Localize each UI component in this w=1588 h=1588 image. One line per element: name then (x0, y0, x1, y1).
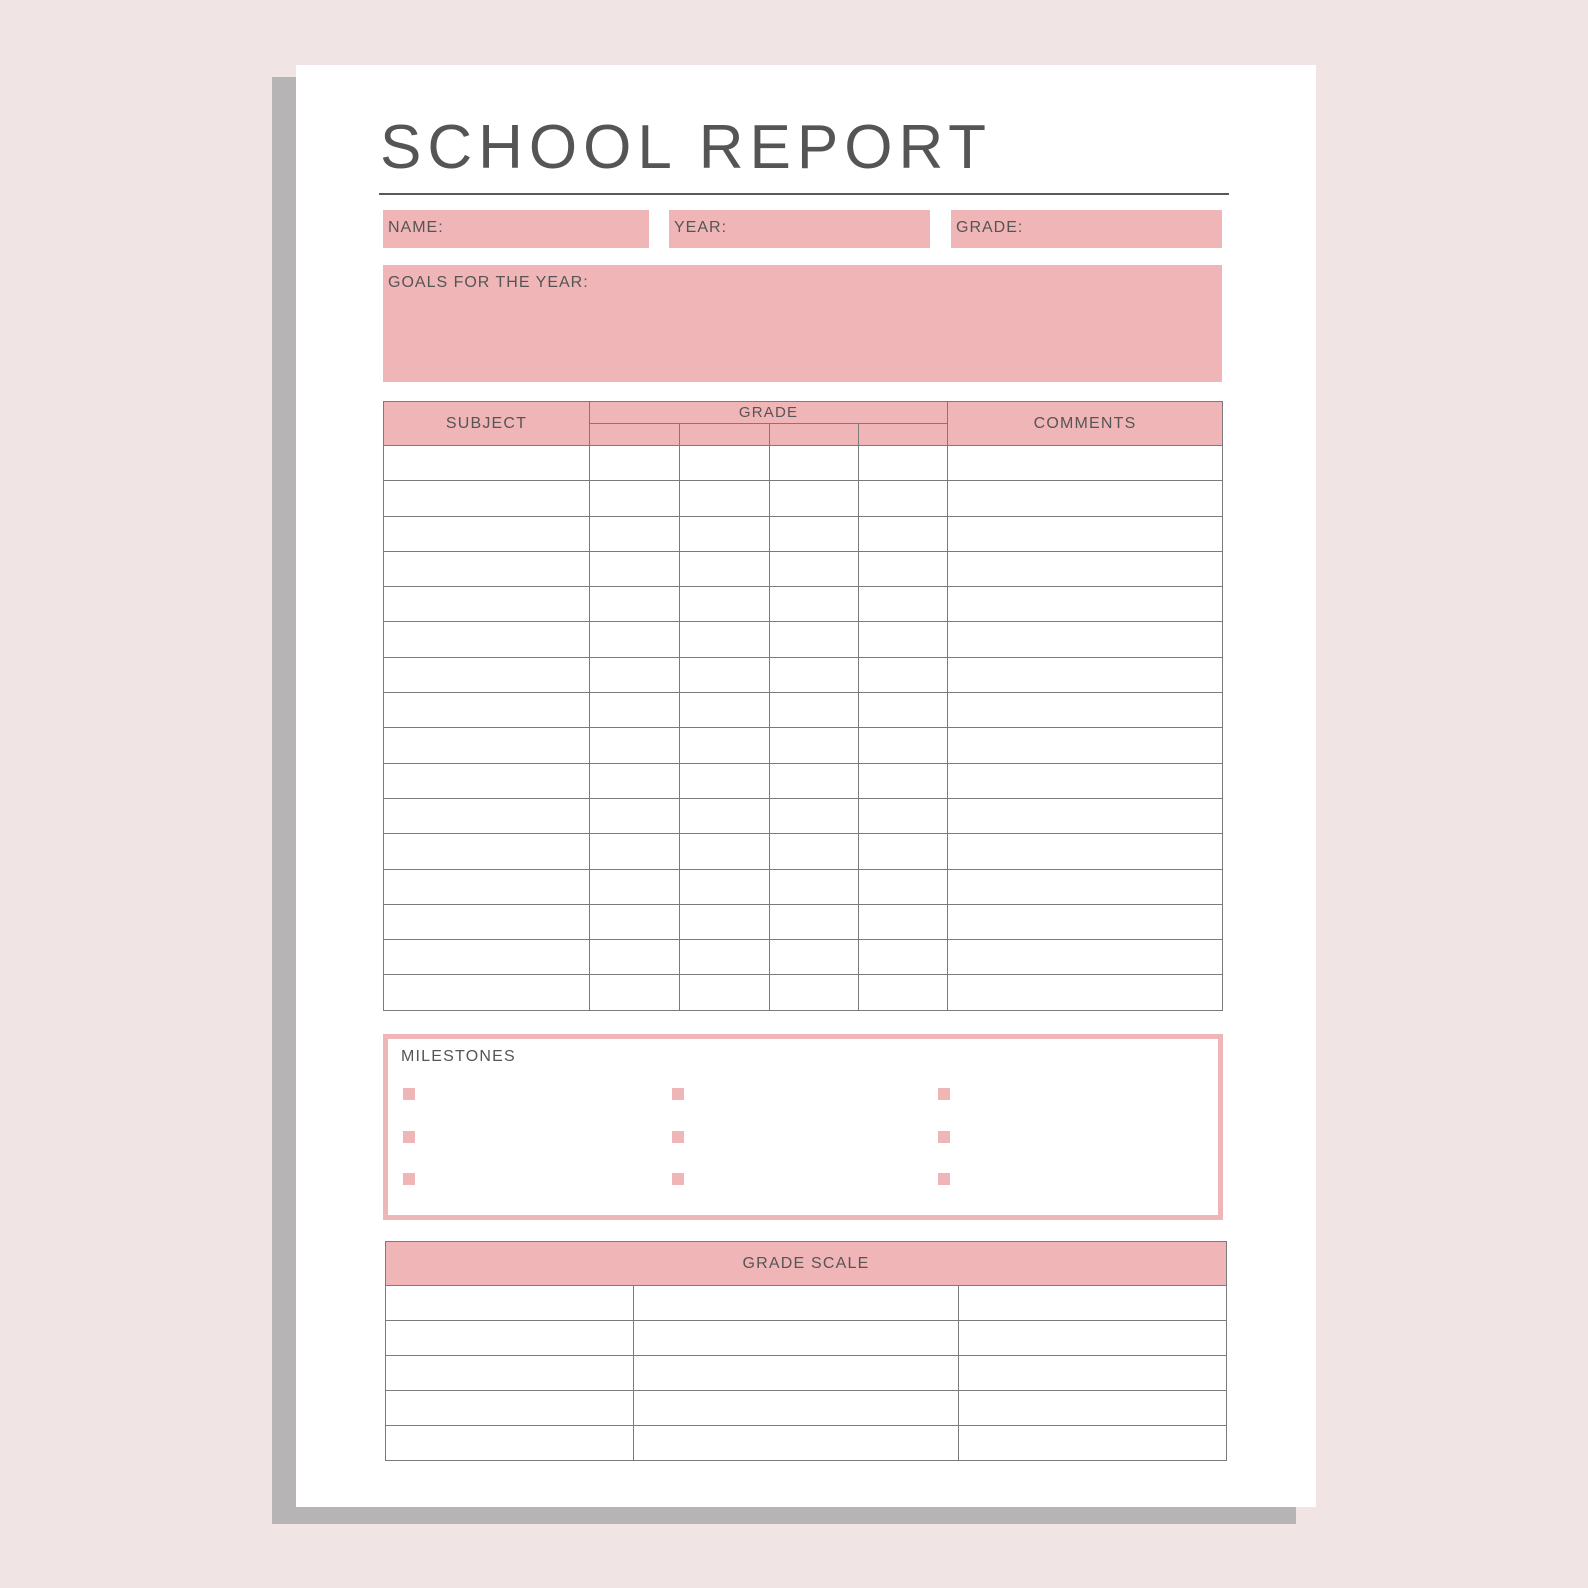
grade-subheader (859, 424, 948, 446)
page-title: SCHOOL REPORT (380, 113, 992, 182)
grade-cell[interactable] (590, 904, 680, 939)
grade-scale-cell[interactable] (634, 1356, 959, 1391)
comments-cell[interactable] (948, 763, 1223, 798)
grade-cell[interactable] (859, 516, 948, 551)
table-row (386, 1286, 1227, 1321)
grade-cell[interactable] (590, 975, 680, 1010)
grade-cell[interactable] (590, 798, 680, 833)
grade-cell[interactable] (770, 904, 859, 939)
subject-cell[interactable] (384, 693, 590, 728)
table-row (384, 834, 1223, 869)
milestone-bullet-icon[interactable] (672, 1088, 684, 1100)
table-row (384, 975, 1223, 1010)
grade-cell[interactable] (770, 587, 859, 622)
grade-cell[interactable] (590, 728, 680, 763)
grade-cell[interactable] (770, 693, 859, 728)
goals-field[interactable] (383, 265, 1222, 382)
table-row (384, 798, 1223, 833)
table-row (384, 693, 1223, 728)
grade-cell[interactable] (859, 657, 948, 692)
comments-cell[interactable] (948, 798, 1223, 833)
grade-cell[interactable] (770, 728, 859, 763)
table-row (386, 1391, 1227, 1426)
grade-cell[interactable] (590, 516, 680, 551)
grade-scale-cell[interactable] (386, 1426, 634, 1461)
grade-scale-cell[interactable] (959, 1391, 1227, 1426)
grade-cell[interactable] (680, 763, 770, 798)
grade-cell[interactable] (590, 693, 680, 728)
grade-cell[interactable] (859, 940, 948, 975)
grade-cell[interactable] (590, 657, 680, 692)
goals-label: GOALS FOR THE YEAR: (388, 274, 589, 291)
grade-scale-cell[interactable] (386, 1321, 634, 1356)
grade-cell[interactable] (770, 975, 859, 1010)
subject-cell[interactable] (384, 834, 590, 869)
subject-cell[interactable] (384, 763, 590, 798)
grade-scale-cell[interactable] (386, 1356, 634, 1391)
subject-cell[interactable] (384, 446, 590, 481)
table-row (384, 728, 1223, 763)
comments-cell[interactable] (948, 904, 1223, 939)
grade-cell[interactable] (770, 869, 859, 904)
grade-subheader (590, 424, 680, 446)
grade-cell[interactable] (770, 657, 859, 692)
milestone-bullet-icon[interactable] (938, 1173, 950, 1185)
grade-scale-cell[interactable] (959, 1286, 1227, 1321)
comments-cell[interactable] (948, 446, 1223, 481)
grade-cell[interactable] (770, 834, 859, 869)
grade-scale-cell[interactable] (634, 1321, 959, 1356)
milestone-bullet-icon[interactable] (403, 1173, 415, 1185)
grade-scale-header: GRADE SCALE (386, 1242, 1227, 1286)
grade-cell[interactable] (680, 693, 770, 728)
grade-cell[interactable] (680, 516, 770, 551)
grade-cell[interactable] (590, 940, 680, 975)
subject-cell[interactable] (384, 798, 590, 833)
grade-cell[interactable] (770, 940, 859, 975)
table-row (386, 1356, 1227, 1391)
grade-cell[interactable] (859, 693, 948, 728)
grade-cell[interactable] (770, 622, 859, 657)
subject-cell[interactable] (384, 587, 590, 622)
grade-scale-cell[interactable] (386, 1391, 634, 1426)
year-field[interactable] (669, 210, 930, 248)
grade-cell[interactable] (680, 481, 770, 516)
grade-cell[interactable] (680, 728, 770, 763)
grade-header: GRADE (590, 402, 948, 424)
subject-cell[interactable] (384, 622, 590, 657)
table-row (384, 446, 1223, 481)
grade-scale-cell[interactable] (634, 1426, 959, 1461)
name-field[interactable] (383, 210, 649, 248)
report-page (296, 65, 1316, 1507)
grade-scale-table (385, 1241, 1227, 1461)
name-label: NAME: (388, 219, 444, 236)
grade-scale-cell[interactable] (959, 1321, 1227, 1356)
milestones-box (383, 1034, 1223, 1220)
grades-table (383, 401, 1223, 1011)
table-row (384, 763, 1223, 798)
subject-cell[interactable] (384, 728, 590, 763)
grade-cell[interactable] (590, 869, 680, 904)
comments-cell[interactable] (948, 481, 1223, 516)
grade-scale-cell[interactable] (959, 1426, 1227, 1461)
grade-cell[interactable] (680, 834, 770, 869)
grade-cell[interactable] (590, 763, 680, 798)
milestone-bullet-icon[interactable] (672, 1131, 684, 1143)
comments-cell[interactable] (948, 587, 1223, 622)
table-row (384, 622, 1223, 657)
grade-cell[interactable] (680, 975, 770, 1010)
subject-cell[interactable] (384, 657, 590, 692)
table-row (386, 1426, 1227, 1461)
grade-label: GRADE: (956, 219, 1024, 236)
subject-cell[interactable] (384, 481, 590, 516)
grade-scale-cell[interactable] (634, 1286, 959, 1321)
grade-cell[interactable] (590, 587, 680, 622)
grade-cell[interactable] (859, 481, 948, 516)
comments-cell[interactable] (948, 622, 1223, 657)
grade-cell[interactable] (859, 904, 948, 939)
grade-cell[interactable] (590, 481, 680, 516)
table-row (384, 516, 1223, 551)
comments-cell[interactable] (948, 657, 1223, 692)
grade-cell[interactable] (770, 551, 859, 586)
grade-cell[interactable] (680, 657, 770, 692)
comments-cell[interactable] (948, 834, 1223, 869)
comments-cell[interactable] (948, 551, 1223, 586)
comments-cell[interactable] (948, 975, 1223, 1010)
table-row (384, 481, 1223, 516)
grade-cell[interactable] (859, 622, 948, 657)
subject-cell[interactable] (384, 551, 590, 586)
milestone-bullet-icon[interactable] (403, 1131, 415, 1143)
grade-cell[interactable] (770, 446, 859, 481)
grade-cell[interactable] (770, 763, 859, 798)
grade-cell[interactable] (859, 834, 948, 869)
milestone-bullet-icon[interactable] (938, 1088, 950, 1100)
table-row (384, 657, 1223, 692)
grade-scale-cell[interactable] (959, 1356, 1227, 1391)
grade-cell[interactable] (590, 446, 680, 481)
subject-cell[interactable] (384, 904, 590, 939)
table-row (384, 869, 1223, 904)
grade-cell[interactable] (770, 516, 859, 551)
grade-cell[interactable] (680, 551, 770, 586)
grade-scale-cell[interactable] (634, 1391, 959, 1426)
comments-cell[interactable] (948, 940, 1223, 975)
milestones-label: MILESTONES (401, 1048, 516, 1065)
grade-cell[interactable] (680, 869, 770, 904)
grade-cell[interactable] (859, 587, 948, 622)
grade-cell[interactable] (680, 622, 770, 657)
grade-cell[interactable] (859, 551, 948, 586)
comments-header: COMMENTS (948, 402, 1223, 446)
grade-cell[interactable] (770, 481, 859, 516)
grade-cell[interactable] (859, 798, 948, 833)
grade-subheader (680, 424, 770, 446)
comments-cell[interactable] (948, 728, 1223, 763)
grade-cell[interactable] (680, 587, 770, 622)
grade-subheader (770, 424, 859, 446)
table-row (384, 551, 1223, 586)
table-row (384, 940, 1223, 975)
comments-cell[interactable] (948, 693, 1223, 728)
grade-cell[interactable] (680, 798, 770, 833)
grade-cell[interactable] (590, 551, 680, 586)
grade-cell[interactable] (859, 975, 948, 1010)
subject-cell[interactable] (384, 940, 590, 975)
grade-field[interactable] (951, 210, 1222, 248)
year-label: YEAR: (674, 219, 728, 236)
milestone-bullet-icon[interactable] (672, 1173, 684, 1185)
grade-cell[interactable] (859, 728, 948, 763)
milestone-bullet-icon[interactable] (403, 1088, 415, 1100)
grade-cell[interactable] (859, 446, 948, 481)
comments-cell[interactable] (948, 869, 1223, 904)
table-row (386, 1321, 1227, 1356)
subject-header: SUBJECT (384, 402, 590, 446)
table-row (384, 587, 1223, 622)
grade-cell[interactable] (680, 446, 770, 481)
table-row (384, 904, 1223, 939)
grade-scale-cell[interactable] (386, 1286, 634, 1321)
title-underline (379, 193, 1229, 195)
grade-cell[interactable] (590, 834, 680, 869)
grade-cell[interactable] (859, 763, 948, 798)
grade-cell[interactable] (859, 869, 948, 904)
grade-cell[interactable] (680, 940, 770, 975)
subject-cell[interactable] (384, 516, 590, 551)
subject-cell[interactable] (384, 869, 590, 904)
milestone-bullet-icon[interactable] (938, 1131, 950, 1143)
grade-cell[interactable] (590, 622, 680, 657)
grade-cell[interactable] (770, 798, 859, 833)
grade-cell[interactable] (680, 904, 770, 939)
subject-cell[interactable] (384, 975, 590, 1010)
comments-cell[interactable] (948, 516, 1223, 551)
